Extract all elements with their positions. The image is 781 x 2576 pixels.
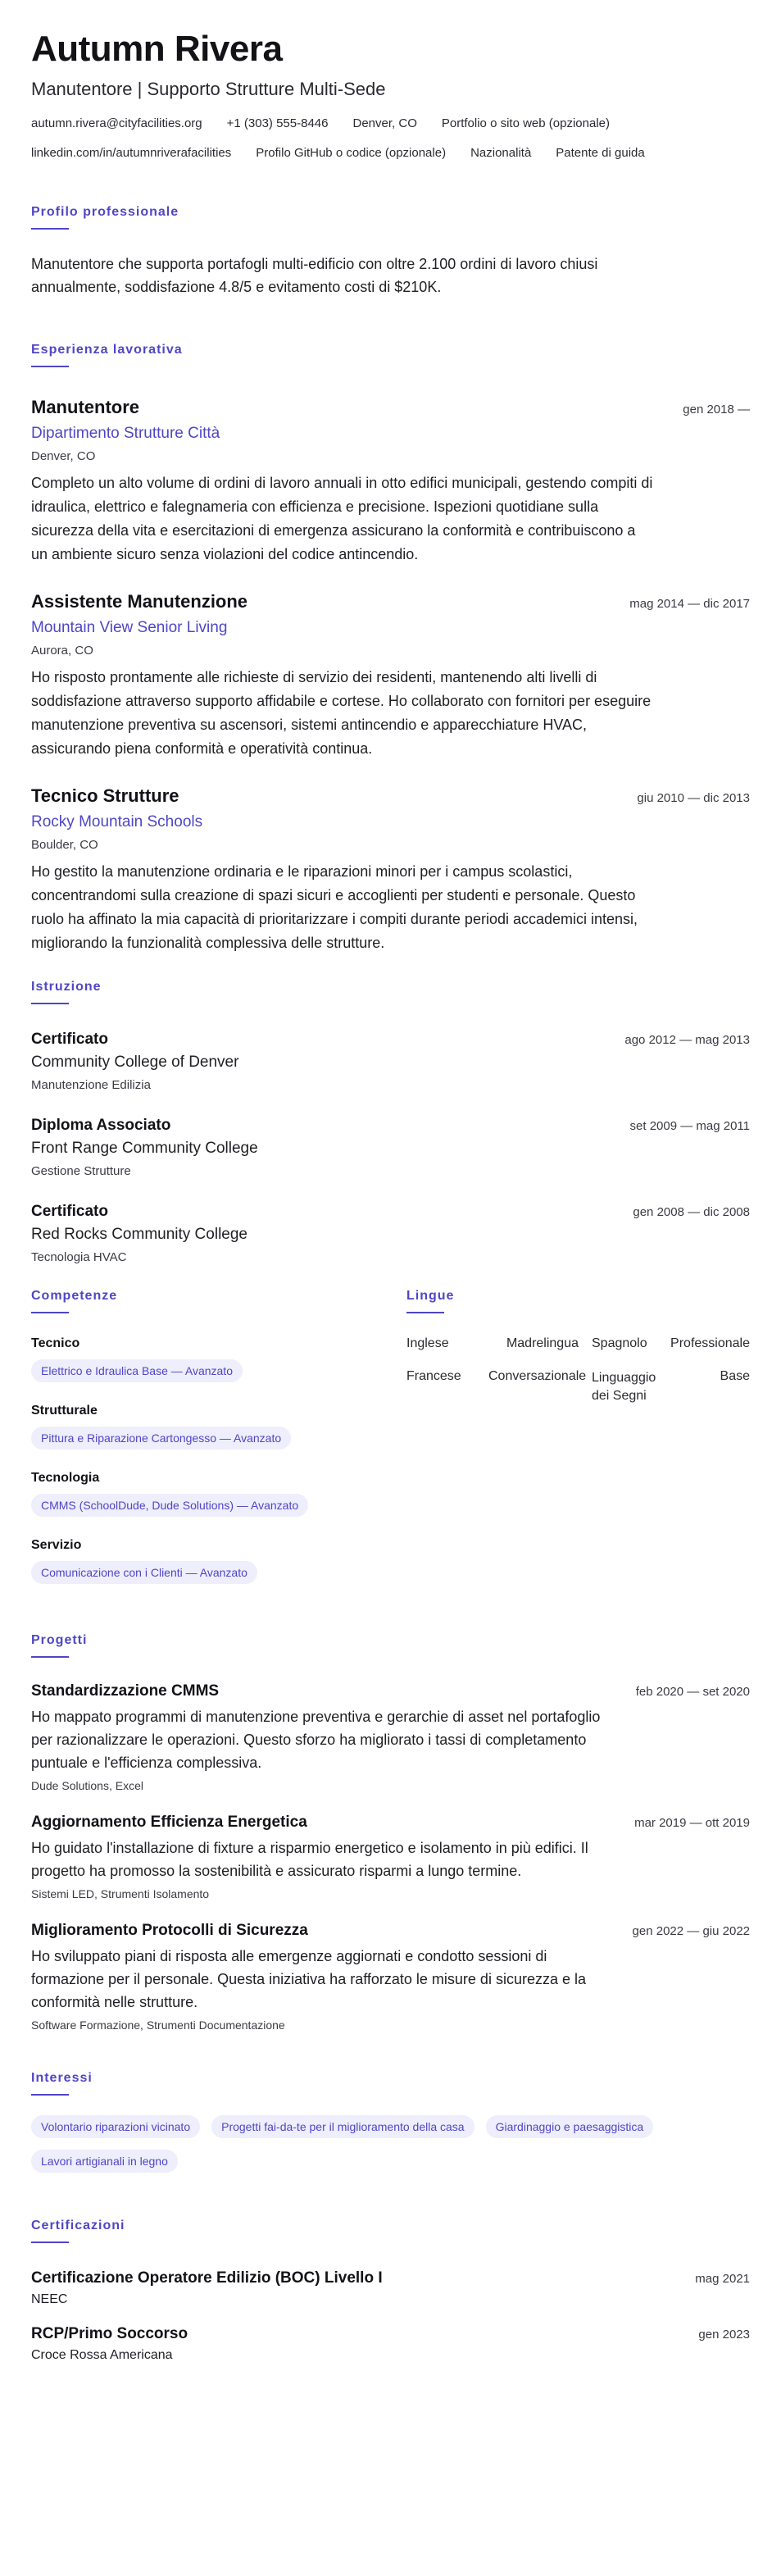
experience-section	[31, 343, 750, 955]
education-entry	[31, 1031, 750, 1092]
section-divider	[31, 1003, 69, 1004]
job-company: Mountain View Senior Living	[31, 619, 228, 637]
certification-entry	[31, 2269, 750, 2307]
skill-category: Tecnico	[31, 1336, 80, 1351]
interests-section	[31, 2071, 750, 2173]
project-entry	[31, 1682, 750, 1792]
projects-section	[31, 1633, 750, 2032]
profile-section	[31, 205, 750, 298]
job-company: Dipartimento Strutture Città	[31, 425, 220, 443]
contact-email[interactable]: autumn.rivera@cityfacilities.org	[31, 116, 202, 131]
section-divider	[31, 1312, 69, 1313]
skill-category: Servizio	[31, 1538, 82, 1553]
contact-phone[interactable]: +1 (303) 555-8446	[226, 116, 329, 131]
job-title: Manutentore	[31, 397, 139, 418]
section-divider	[31, 228, 69, 230]
skills-section	[31, 1289, 406, 1584]
certifications-section	[31, 2219, 750, 2363]
project-name: Miglioramento Protocolli di Sicurezza	[31, 1922, 308, 1940]
section-divider	[31, 1656, 69, 1658]
language-level: Conversazionale	[488, 1369, 587, 1384]
section-divider	[406, 1312, 444, 1313]
job-location: Aurora, CO	[31, 644, 93, 658]
certification-name: RCP/Primo Soccorso	[31, 2325, 188, 2343]
language-level: Professionale	[670, 1336, 750, 1351]
education-degree: Certificato	[31, 1203, 108, 1221]
job-location: Boulder, CO	[31, 838, 98, 853]
resume-header	[31, 30, 750, 161]
education-entry	[31, 1117, 750, 1178]
job-dates: mag 2014 — dic 2017	[629, 597, 750, 612]
education-dates: gen 2008 — dic 2008	[633, 1205, 750, 1220]
section-divider	[31, 366, 69, 367]
project-description: Ho mappato programmi di manutenzione preventiva e gerarchie di asset nel portafoglio per razionalizzare le operazioni. Questo sforzo ha migliorato i tassi di completamento puntuale e l'efficienza complessiva.	[31, 1709, 601, 1772]
education-field: Manutenzione Edilizia	[31, 1078, 151, 1093]
education-dates: set 2009 — mag 2011	[629, 1119, 750, 1134]
job-description: Ho gestito la manutenzione ordinaria e le riparazioni minori per i campus scolastici, concentrandomi sulla creazione di spazi sicuri e accoglienti per studenti e personale. Questo ruolo ha affinato la mia capacità di prioritarizzare i compiti durante periodi accademici intensi, migliorando la funzionalità complessiva delle strutture.	[31, 863, 638, 952]
education-degree: Diploma Associato	[31, 1117, 171, 1135]
language-level: Base	[720, 1369, 750, 1384]
job-entry	[31, 591, 750, 761]
certification-issuer: NEEC	[31, 2292, 68, 2307]
section-title: Progetti	[31, 1633, 88, 1648]
section-title: Competenze	[31, 1289, 118, 1304]
project-name: Standardizzazione CMMS	[31, 1682, 220, 1700]
project-entry	[31, 1814, 750, 1900]
section-title: Istruzione	[31, 980, 102, 994]
section-title: Certificazioni	[31, 2219, 125, 2233]
project-tech: Sistemi LED, Strumenti Isolamento	[31, 1887, 210, 1901]
interest-chip: Giardinaggio e paesaggistica	[486, 2115, 654, 2138]
project-tech: Dude Solutions, Excel	[31, 1779, 143, 1793]
certification-name: Certificazione Operatore Edilizio (BOC) Livello I	[31, 2269, 383, 2287]
job-title: Tecnico Strutture	[31, 785, 179, 807]
section-title: Profilo professionale	[31, 205, 179, 220]
certification-issuer: Croce Rossa Americana	[31, 2348, 173, 2363]
contact-linkedin[interactable]: linkedin.com/in/autumnriverafacilities	[31, 146, 232, 161]
contact-driving-license: Patente di guida	[556, 146, 645, 161]
job-entry	[31, 397, 750, 567]
skill-category: Tecnologia	[31, 1471, 100, 1486]
skill-group	[31, 1471, 406, 1517]
skills-languages-row	[31, 1289, 750, 1584]
skill-chip: Pittura e Riparazione Cartongesso — Avanzato	[31, 1427, 291, 1450]
section-title: Lingue	[406, 1289, 455, 1304]
skill-group	[31, 1538, 406, 1584]
project-description: Ho guidato l'installazione di fixture a risparmio energetico e isolamento in più edifici. Il progetto ha promosso la sostenibilità e assicurato risparmi a lungo termine.	[31, 1840, 588, 1880]
language-name: Linguaggio dei Segni	[592, 1371, 656, 1404]
section-title: Esperienza lavorativa	[31, 343, 183, 357]
candidate-subtitle: Manutentore | Supporto Strutture Multi-Sede	[31, 79, 386, 100]
certification-entry	[31, 2325, 750, 2363]
contact-list	[31, 116, 750, 161]
project-tech: Software Formazione, Strumenti Documentazione	[31, 2018, 285, 2032]
language-name: Francese	[406, 1369, 461, 1384]
interests-list	[31, 2115, 736, 2173]
interest-chip: Lavori artigianali in legno	[31, 2150, 178, 2173]
skill-group	[31, 1336, 406, 1382]
education-school: Red Rocks Community College	[31, 1226, 247, 1244]
candidate-name: Autumn Rivera	[31, 29, 283, 69]
education-school: Community College of Denver	[31, 1054, 239, 1072]
contact-location: Denver, CO	[352, 116, 417, 131]
skill-category: Strutturale	[31, 1404, 98, 1418]
project-dates: gen 2022 — giu 2022	[632, 1924, 750, 1939]
project-dates: mar 2019 — ott 2019	[634, 1816, 750, 1831]
interest-chip: Progetti fai-da-te per il miglioramento della casa	[211, 2115, 474, 2138]
project-name: Aggiornamento Efficienza Energetica	[31, 1814, 307, 1832]
languages-grid	[406, 1336, 750, 1405]
education-dates: ago 2012 — mag 2013	[624, 1033, 750, 1048]
job-entry	[31, 785, 750, 955]
contact-nationality: Nazionalità	[470, 146, 532, 161]
section-divider	[31, 2241, 69, 2243]
education-school: Front Range Community College	[31, 1140, 258, 1158]
skill-chip: Elettrico e Idraulica Base — Avanzato	[31, 1359, 243, 1382]
project-dates: feb 2020 — set 2020	[635, 1685, 750, 1700]
language-name: Inglese	[406, 1336, 449, 1351]
languages-section	[406, 1289, 750, 1584]
skill-chip: Comunicazione con i Clienti — Avanzato	[31, 1561, 257, 1584]
skill-group	[31, 1404, 406, 1450]
job-company: Rocky Mountain Schools	[31, 813, 203, 831]
project-description: Ho sviluppato piani di risposta alle emergenze aggiornati e condotto sessioni di formazione per il personale. Questa iniziativa ha rafforzato le misure di sicurezza e la conformità nelle strutture.	[31, 1948, 586, 2011]
job-description: Ho risposto prontamente alle richieste di servizio dei residenti, mantenendo alti livelli di soddisfazione attraverso supporto affidabile e cortese. Ho collaborato con fornitori per eseguire manutenzione preventiva su ascensori, sistemi antincendio e apparecchiature HVAC, assicurando piena conformità e operatività continua.	[31, 669, 652, 758]
education-degree: Certificato	[31, 1031, 108, 1049]
contact-github[interactable]: Profilo GitHub o codice (opzionale)	[256, 146, 447, 161]
education-entry	[31, 1203, 750, 1264]
education-field: Tecnologia HVAC	[31, 1250, 127, 1265]
certification-date: gen 2023	[698, 2328, 750, 2342]
profile-summary: Manutentore che supporta portafogli multi-edificio con oltre 2.100 ordini di lavoro chiusi annualmente, soddisfazione 4.8/5 e evitamento costi di $210K.	[31, 256, 598, 296]
education-field: Gestione Strutture	[31, 1164, 131, 1179]
job-dates: gen 2018 —	[683, 403, 750, 417]
job-location: Denver, CO	[31, 449, 96, 464]
education-section	[31, 980, 750, 1264]
skill-chip: CMMS (SchoolDude, Dude Solutions) — Avanzato	[31, 1494, 308, 1517]
project-entry	[31, 1922, 750, 2032]
job-title: Assistente Manutenzione	[31, 591, 248, 612]
interest-chip: Volontario riparazioni vicinato	[31, 2115, 200, 2138]
job-dates: giu 2010 — dic 2013	[637, 791, 750, 806]
section-title: Interessi	[31, 2071, 93, 2086]
contact-portfolio[interactable]: Portfolio o sito web (opzionale)	[441, 116, 610, 131]
language-level: Madrelingua	[506, 1336, 579, 1351]
certification-date: mag 2021	[695, 2272, 750, 2287]
language-name: Spagnolo	[592, 1336, 647, 1351]
section-divider	[31, 2094, 69, 2096]
job-description: Completo un alto volume di ordini di lavoro annuali in otto edifici municipali, gestendo compiti di idraulica, elettrico e falegnameria con efficienza e precisione. Ispezioni quotidiane sulla sicurezza della vita e esercitazioni di emergenza assicurano la conformità e contribuiscono a un ambiente sicuro senza violazioni del codice antincendio.	[31, 475, 653, 563]
